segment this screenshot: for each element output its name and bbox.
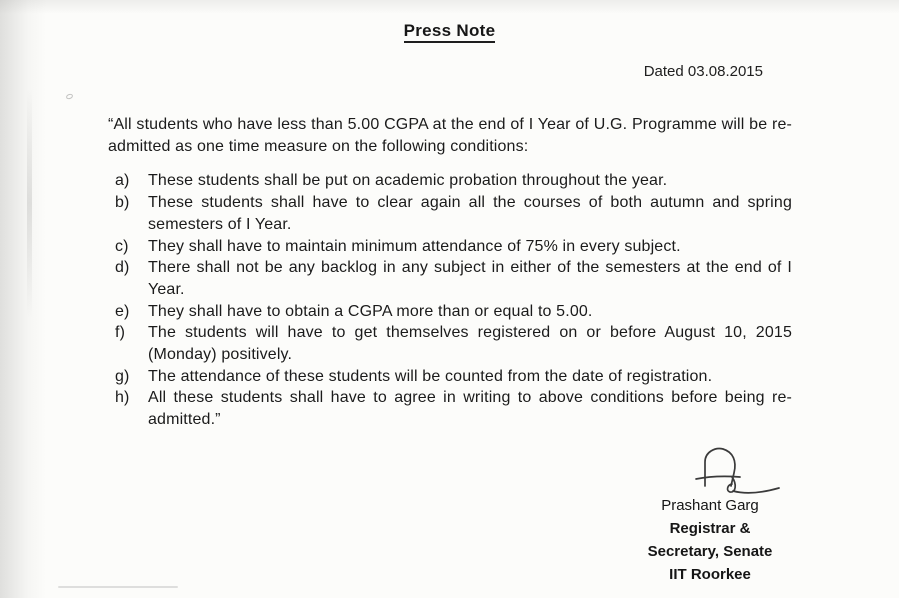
list-item-text: All these students shall have to agree in writing to above conditions before being re-admitted.” [148,389,792,429]
list-item-label: g) [115,367,130,385]
list-item [115,366,792,388]
list-item [115,387,792,430]
list-item [115,170,792,192]
list-item-text: These students shall have to clear again all the courses of both autumn and spring semesters of I Year. [148,194,792,233]
list-item-text: They shall have to maintain minimum attendance of 75% in every subject. [148,237,681,255]
list-item-text: The students will have to get themselves registered on or before August 10, 2015 (Monday) positively. [148,324,792,364]
signatory-title-registrar: Registrar & [669,520,751,537]
signatory-title-secretary: Secretary, Senate [647,543,773,560]
list-item-label: d) [115,259,130,277]
document-title [0,21,899,41]
list-item [115,322,792,365]
list-item-text: There shall not be any backlog in any subject in either of the semesters at the end of I Year. [148,259,792,298]
document-date: Dated 03.08.2015 [643,63,763,80]
list-item-text: The attendance of these students will be counted from the date of registration. [148,367,713,385]
scan-shade-left [0,0,46,598]
document-title-text: Press Note [404,21,496,43]
list-item-label: f) [115,324,126,342]
scan-artifact-bottom [58,586,178,588]
signature-block [628,494,792,586]
conditions-list [115,170,792,430]
signatory-organization: IIT Roorkee [669,566,751,583]
list-item-label: b) [115,194,130,212]
signature-scribble [693,446,785,498]
list-item-text: They shall have to obtain a CGPA more than or equal to 5.00. [148,302,593,320]
signatory-name: Prashant Garg [661,497,759,514]
list-item [115,192,792,235]
list-item [115,236,792,258]
scan-shade-top [0,0,899,14]
intro-paragraph: “All students who have less than 5.00 CGPA at the end of I Year of U.G. Programme will be re-admitted as one time measure on the following conditions: [108,116,792,155]
scan-artifact-speck [65,93,73,100]
list-item [115,301,792,323]
list-item-label: c) [115,237,129,255]
scan-artifact-streak [27,88,32,318]
list-item-label: h) [115,389,130,407]
list-item [115,257,792,300]
list-item-label: a) [115,172,130,190]
list-item-label: e) [115,302,130,320]
list-item-text: These students shall be put on academic probation throughout the year. [148,172,668,190]
